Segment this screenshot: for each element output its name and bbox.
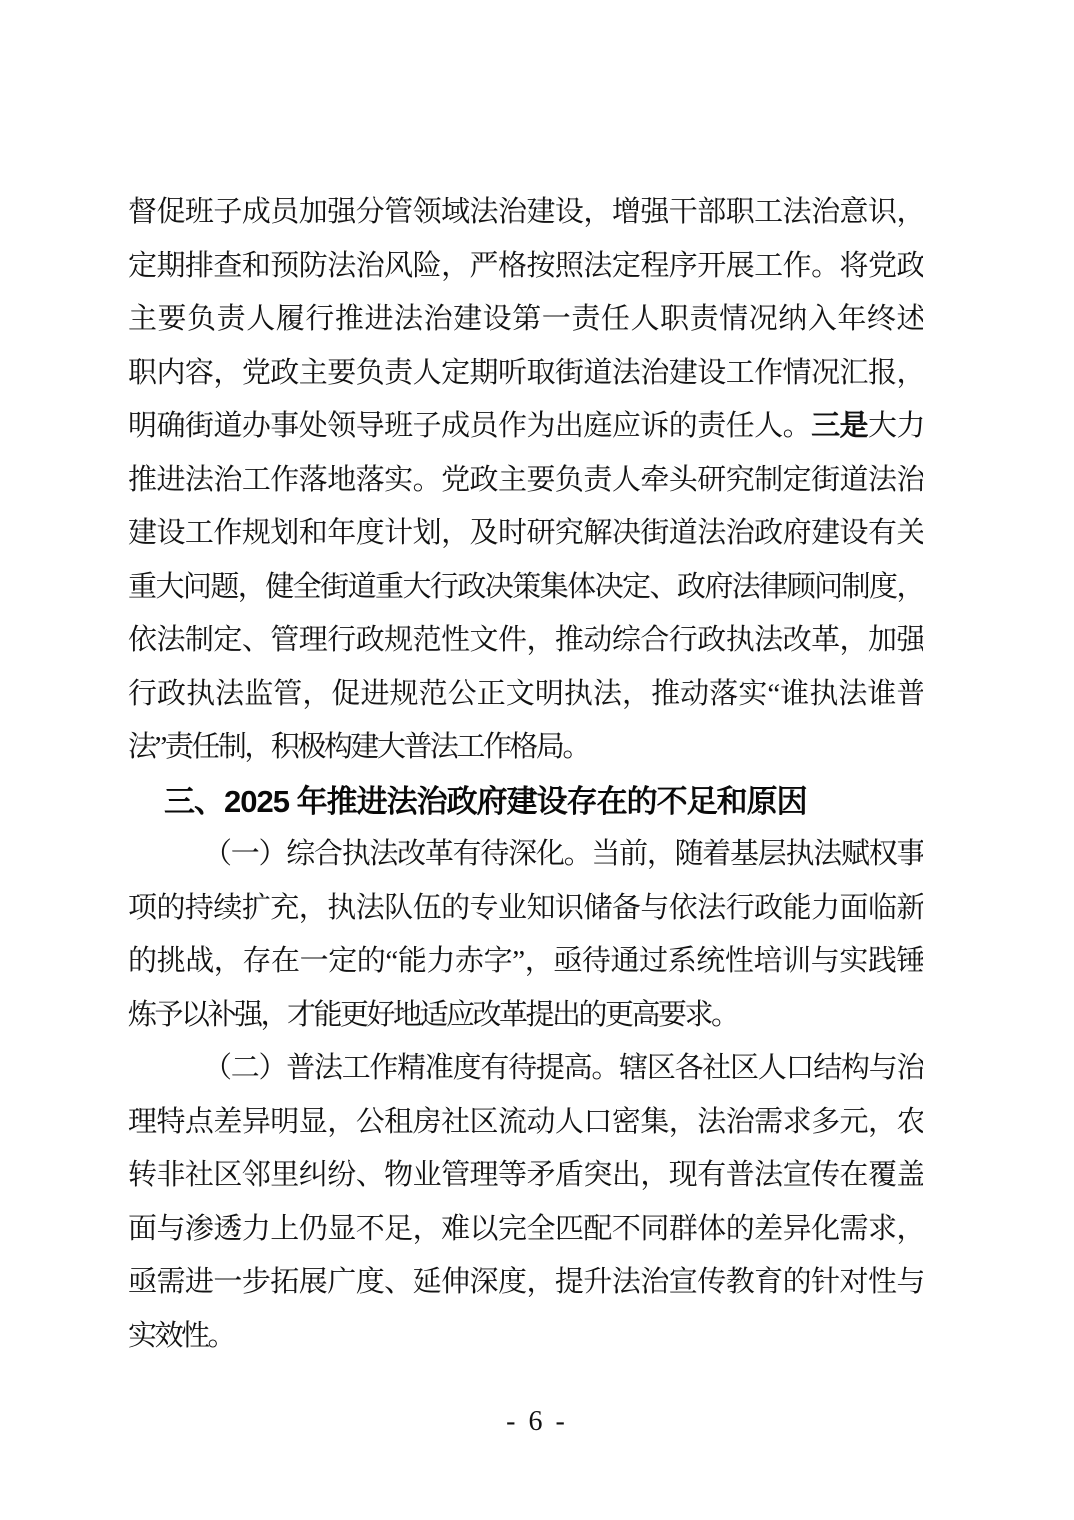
- page-footer: [0, 1406, 1074, 1438]
- page-number: - 6 -: [506, 1406, 568, 1437]
- body-line: 项的持续扩充，执法队伍的专业知识储备与依法行政能力面临新: [128, 891, 923, 924]
- body-line: （二）普法工作精准度有待提高。辖区各社区人口结构与治: [203, 1052, 923, 1084]
- document-body: [128, 186, 923, 1363]
- body-line: 法”责任制，积极构建大普法工作格局。: [128, 731, 589, 763]
- body-line: 重大问题，健全街道重大行政决策集体决定、政府法律顾问制度，: [128, 570, 923, 603]
- body-line: （一）综合执法改革有待深化。当前，随着基层执法赋权事: [203, 838, 923, 870]
- body-line: 实效性。: [128, 1319, 235, 1352]
- body-line: 的挑战，存在一定的“能力赤字”，亟待通过系统性培训与实践锤: [128, 945, 923, 977]
- body-line: 转非社区邻里纠纷、物业管理等矛盾突出，现有普法宣传在覆盖: [128, 1159, 923, 1191]
- body-line: 炼予以补强，才能更好地适应改革提出的更高要求。: [128, 998, 738, 1031]
- body-text: 明确街道办事处领导班子成员作为出庭应诉的责任人。: [128, 410, 812, 442]
- body-line-with-emphasis: [128, 400, 923, 454]
- emphasized-lead-in: 三是: [811, 410, 869, 442]
- body-line: 职内容，党政主要负责人定期听取街道法治建设工作情况汇报，: [128, 356, 923, 389]
- body-line: 亟需进一步拓展广度、延伸深度，提升法治宣传教育的针对性与: [128, 1266, 923, 1298]
- body-line: 依法制定、管理行政规范性文件，推动综合行政执法改革，加强: [128, 624, 923, 656]
- body-line: 行政执法监管，促进规范公正文明执法，推动落实“谁执法谁普: [128, 677, 923, 710]
- body-line: 建设工作规划和年度计划，及时研究解决街道法治政府建设有关: [128, 517, 923, 549]
- body-line: 主要负责人履行推进法治建设第一责任人职责情况纳入年终述: [128, 303, 923, 335]
- body-text: 大力: [868, 410, 923, 442]
- body-line: 督促班子成员加强分管领域法治建设，增强干部职工法治意识，: [128, 196, 923, 228]
- section-heading: 三、2025 年推进法治政府建设存在的不足和原因: [164, 783, 807, 819]
- body-line: 定期排查和预防法治风险，严格按照法定程序开展工作。将党政: [128, 249, 923, 282]
- body-line: 推进法治工作落地落实。党政主要负责人牵头研究制定街道法治: [128, 463, 923, 496]
- body-line: 面与渗透力上仍显不足，难以完全匹配不同群体的差异化需求，: [128, 1212, 923, 1245]
- body-line: 理特点差异明显，公租房社区流动人口密集，法治需求多元，农: [128, 1105, 923, 1138]
